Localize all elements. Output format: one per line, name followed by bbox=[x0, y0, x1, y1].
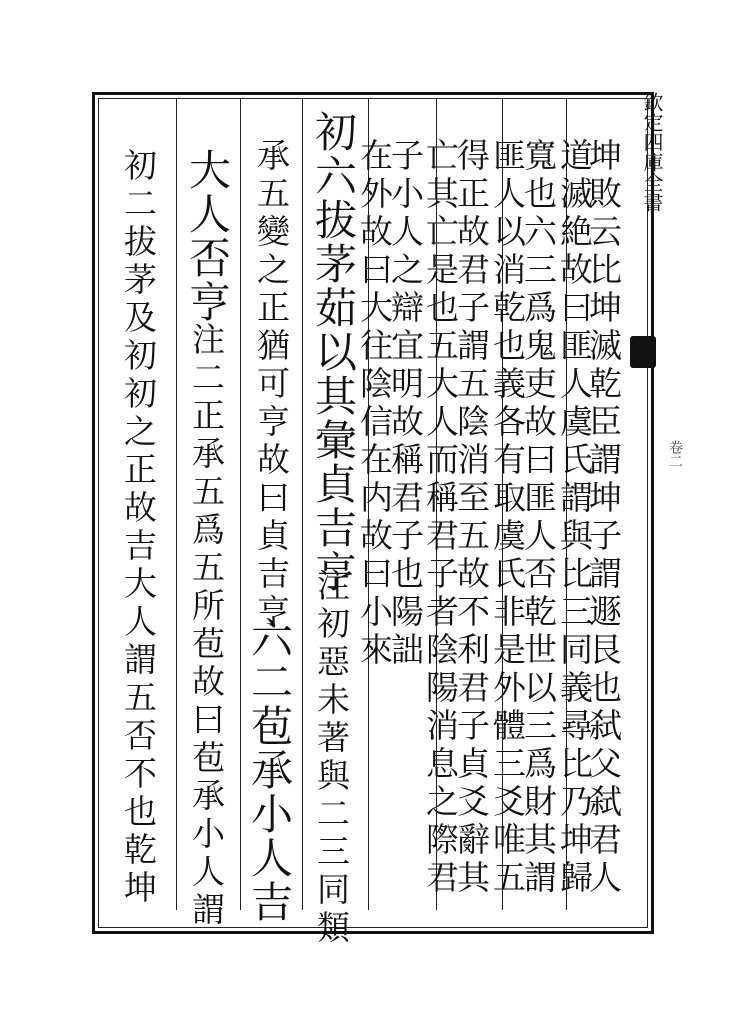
volume-label: 卷二 bbox=[667, 440, 683, 468]
text-column: 初二拔茅及初初之正故吉大人謂五否不也乾坤 bbox=[119, 148, 158, 908]
column-rule bbox=[176, 98, 177, 910]
fishtail-mark bbox=[630, 336, 656, 368]
text-column: 道滅絶故曰匪人虞氏謂與比三同義尋比乃坤歸 bbox=[555, 138, 594, 898]
main-text-column: 大人否亨 bbox=[183, 148, 232, 324]
text-column: 匪人以消乾也義各有取虞氏非是外體三爻唯五 bbox=[488, 138, 527, 898]
text-column: 得正故君子謂五陰消至五故不利君子貞爻辭其 bbox=[452, 138, 491, 898]
text-column: 坤敗云比坤滅乾臣謂坤子謂遯艮也弑父弑君人 bbox=[584, 138, 623, 898]
text-column: 子小人之辯宜明故稱君子也陽詘 bbox=[386, 138, 425, 670]
column-rule bbox=[240, 98, 241, 910]
main-text-column: 六二苞承小人吉 bbox=[245, 616, 294, 924]
commentary-column: 注初惡未著與二三同類 bbox=[312, 568, 351, 948]
column-rule bbox=[302, 98, 303, 910]
main-text-column: 初六拔茅茹以其彙貞吉亨 bbox=[309, 110, 358, 594]
book-title-margin: 欽定四庫全書 bbox=[640, 92, 664, 212]
text-column: 亡其亡是也五大人而稱君子者陰陽消息之際君 bbox=[421, 138, 460, 898]
text-column: 在外故曰大往陰信在内故曰小來 bbox=[355, 138, 394, 670]
commentary-column: 注二正承五爲五所苞故曰苞承小人謂 bbox=[187, 322, 226, 930]
text-column: 寬也六三爲鬼吏故曰匪人否乾世以三爲財其謂 bbox=[519, 138, 558, 898]
text-column: 承五變之正猶可亨故曰貞吉亨 bbox=[252, 138, 291, 632]
